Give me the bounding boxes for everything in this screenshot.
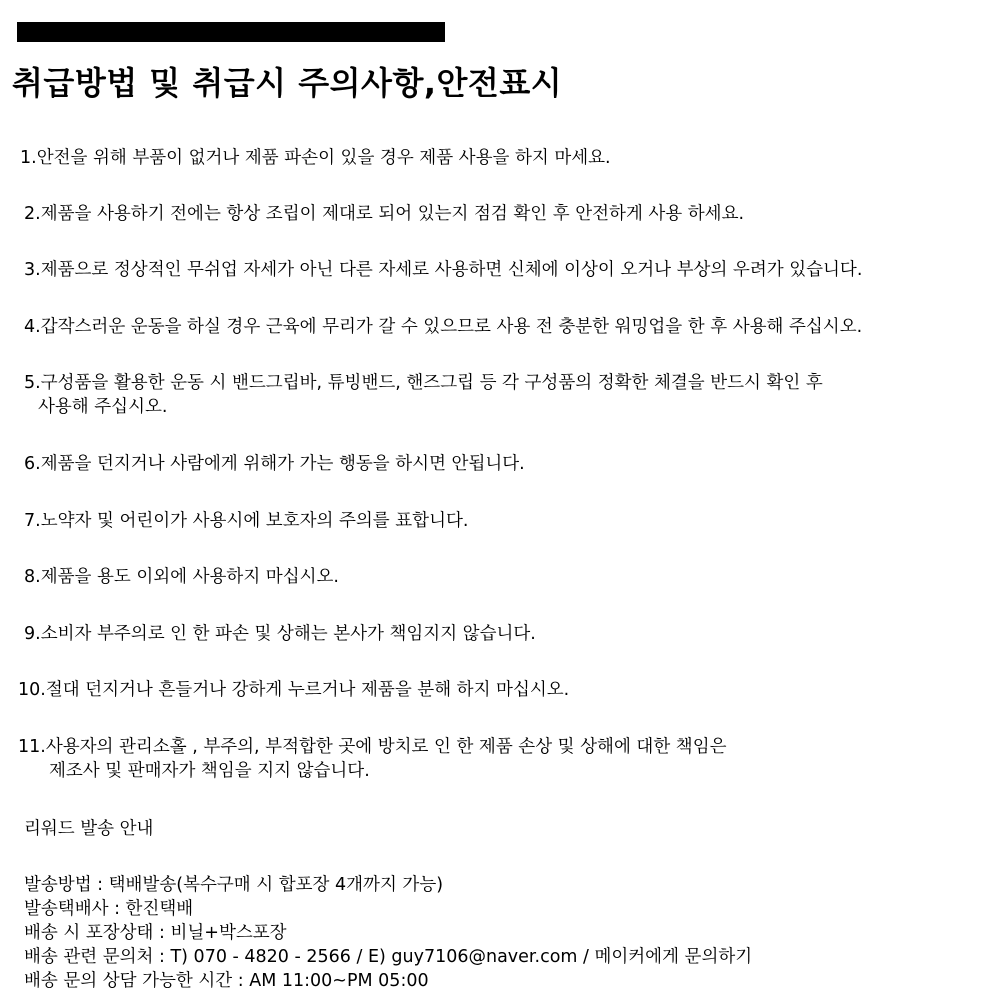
caution-item-text: 5.구성품을 활용한 운동 시 밴드그립바, 튜빙밴드, 핸즈그립 등 각 구성품의 정확한 체결을 반드시 확인 후 (24, 373, 823, 393)
redacted-title-bar (17, 22, 445, 42)
caution-item-text: 3.제품으로 정상적인 무쉬업 자세가 아닌 다른 자세로 사용하면 신체에 이상이 오거나 부상의 우려가 있습니다. (24, 260, 863, 280)
caution-item-text: 10.절대 던지거나 흔들거나 강하게 누르거나 제품을 분해 하지 마십시오. (18, 680, 570, 700)
caution-item-2 (24, 202, 744, 226)
shipping-courier: 발송택배사 : 한진택배 (24, 899, 194, 919)
caution-item-text: 6.제품을 던지거나 사람에게 위해가 가는 행동을 하시면 안됩니다. (24, 454, 525, 474)
caution-item-7 (24, 509, 468, 533)
caution-item-text: 4.갑작스러운 운동을 하실 경우 근육에 무리가 갈 수 있으므로 사용 전 충분한 워밍업을 한 후 사용해 주십시오. (24, 317, 863, 337)
caution-item-8 (24, 565, 339, 589)
caution-item-text: 8.제품을 용도 이외에 사용하지 마십시오. (24, 567, 339, 587)
caution-item-text: 7.노약자 및 어린이가 사용시에 보호자의 주의를 표합니다. (24, 511, 469, 531)
caution-item-4 (24, 315, 862, 339)
caution-item-continuation: 제조사 및 판매자가 책임을 지지 않습니다. (49, 761, 370, 781)
shipping-info-list (24, 873, 752, 993)
reward-shipping-title: 리워드 발송 안내 (24, 819, 154, 839)
caution-item-10 (18, 678, 569, 702)
shipping-hours: 배송 문의 상담 가능한 시간 : AM 11:00~PM 05:00 (24, 971, 429, 991)
caution-item-text: 11.사용자의 관리소홀 , 부주의, 부적합한 곳에 방치로 인 한 제품 손상 및 상해에 대한 책임은 (18, 737, 727, 757)
caution-item-continuation: 사용해 주십시오. (38, 397, 168, 417)
caution-item-3 (24, 258, 862, 282)
shipping-method: 발송방법 : 택배발송(복수구매 시 합포장 4개까지 가능) (24, 875, 444, 895)
caution-item-9 (24, 622, 536, 646)
caution-item-5 (24, 371, 823, 419)
caution-item-11 (18, 735, 727, 783)
caution-item-1 (20, 146, 611, 170)
caution-item-text: 1.안전을 위해 부품이 없거나 제품 파손이 있을 경우 제품 사용을 하지 마세요. (20, 148, 611, 168)
page-title: 취급방법 및 취급시 주의사항,안전표시 (12, 64, 563, 102)
caution-item-text: 9.소비자 부주의로 인 한 파손 및 상해는 본사가 책임지지 않습니다. (24, 624, 536, 644)
shipping-contact: 배송 관련 문의처 : T) 070 - 4820 - 2566 / E) guy7106@naver.com / 메이커에게 문의하기 (24, 947, 753, 967)
shipping-packaging: 배송 시 포장상태 : 비닐+박스포장 (24, 923, 287, 943)
caution-item-6 (24, 452, 525, 476)
caution-item-text: 2.제품을 사용하기 전에는 항상 조립이 제대로 되어 있는지 점검 확인 후 안전하게 사용 하세요. (24, 204, 745, 224)
